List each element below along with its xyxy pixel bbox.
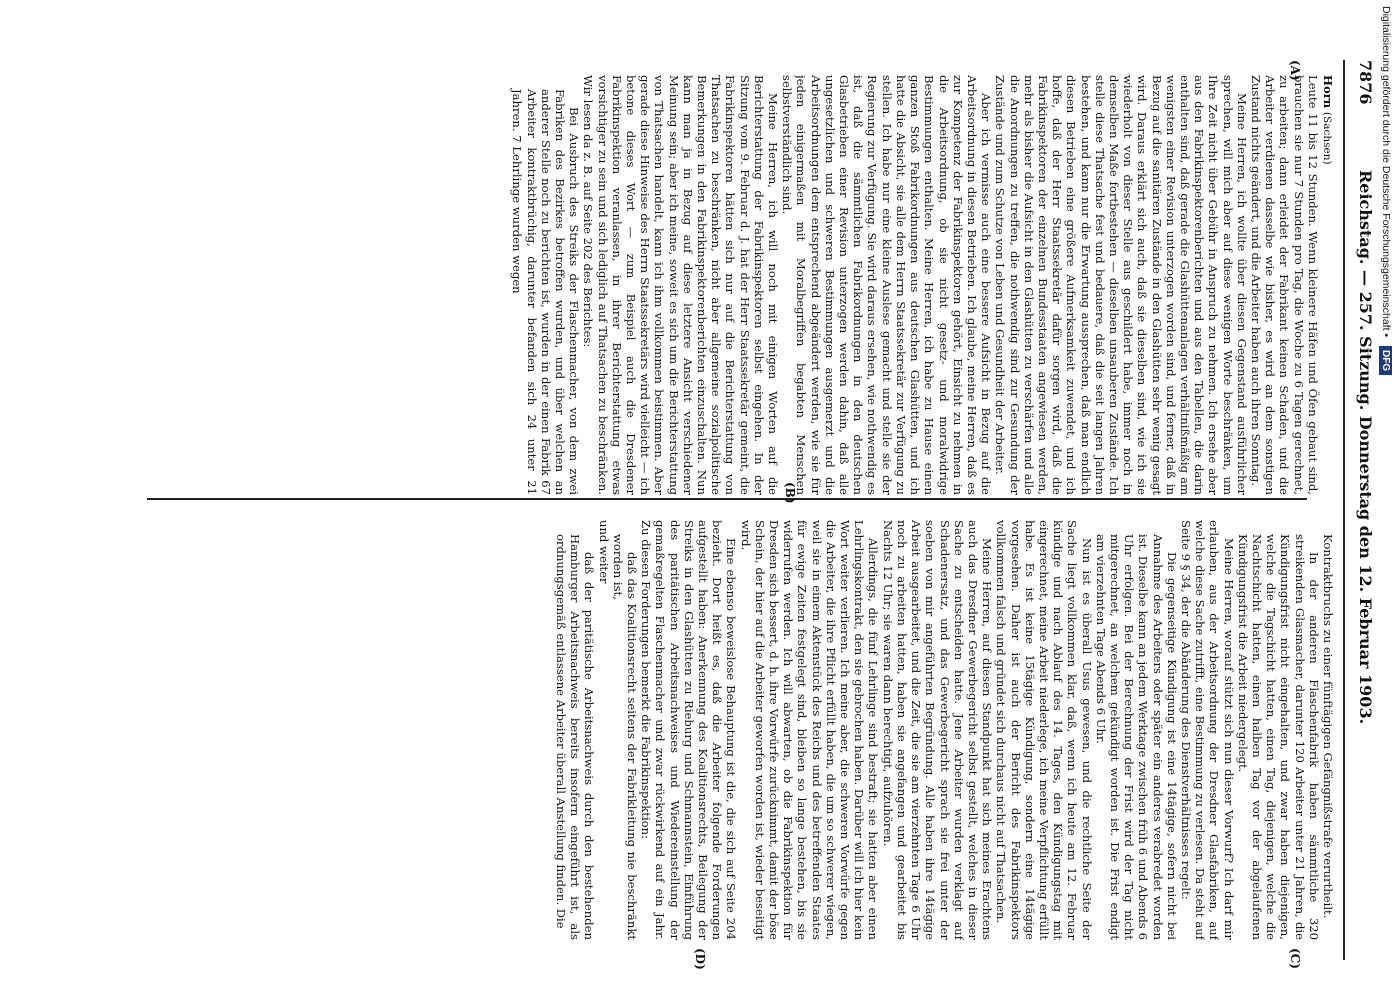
speaker-name: Horn (1321, 75, 1335, 109)
right-column (145, 520, 1335, 940)
column-divider (147, 498, 1307, 500)
page-title: Reichstag. — 257. Sitzung. Donnerstag den 12. Februar 1903. (1356, 170, 1375, 725)
paragraph: Meine Herren, ich wollte über diesen Gegenstand ausführlicher sprechen, will mich aber auf diese wenigen Worte beschränken, um Ihre Zeit nicht über Gebühr in Anspruch zu nehmen. Ich ersehe aber aus den Fabrikinspektorenberichten und aus den Tabellen, die darin enthalten sind, daß gerade die Glashüttenanlagen verhältnißmäßig am wenigsten einer Revision unterzogen worden sind, und ferner, daß in Bezug auf die sanitären Zustände in den Glashütten sehr wenig gesagt wird. Daraus erklärt sich auch, daß sie dieselben sind, wie ich sie wiederholt von dieser Stelle aus geschildert habe, immer noch in demselben Maße fortbestehen — dieselben unsauberen Zustände. Ich stelle diese Thatsache fest und bedauere, daß die seit langen Jahren bestehen, und kann nur die Erwartung aussprechen, daß man endlich diesen Betrieben eine größere Aufmerksamkeit zuwendet, und ich hoffe, daß der Herr Staatssekretär dafür sorgen wird, daß die Fabrikinspektoren der einzelnen Bundesstaaten angewiesen werden, mehr als bisher die Aufsicht in den Glashütten zu verschärfen und alle die Anordnungen zu treffen, die nothwendig sind zur Gesundung der Zustände und zum Schutze von Leben und Gesundheit der Arbeiter. (993, 75, 1249, 495)
margin-mark-b: (B) (783, 482, 797, 504)
quote-paragraph: Die gegenseitige Kündigung ist eine 14tägige, sofern nicht bei Annahme des Arbeiters oder später ein anderes verabredet worden ist. Dieselbe kann an jedem Werktage zwischen früh 6 und Abends 6 Uhr erfolgen. Bei der Berechnung der Frist wird der Tag nicht mitgerechnet, an welchem gekündigt worden ist. Die Frist endigt am vierzehnten Tage Abends 6 Uhr. (1093, 534, 1179, 940)
paragraph: Meine Herren, worauf stützt sich nun dieser Vorwurf? Ich darf mir erlauben, aus der Arbeitsordnung der Dresdner Glasfabriken, auf welche diese Sache zutrifft, eine Bestimmung zu verlesen. Da steht auf Seite 9 § 34, der die Abänderung des Dienstverhältnisses regelt: (1178, 520, 1236, 940)
paragraph: Eine ebenso beweislose Behauptung ist die, die sich auf Seite 204 bezieht. Dort heißt es, daß die Arbeiter folgende Forderungen aufgestellt haben: Anerkennung des Koalitionsrechts, Beilegung der Streiks in den Glashütten zu Rieburg und Schmannstein, Einführung des paritätischen Arbeitsnachweises und Wiedereinstellung der gemaßregelten Flaschenmacher und zwar rückwirkend auf ein Jahr. Zu diesen Forderungen bemerkt die Fabrikinspektion: (639, 520, 739, 940)
left-column (145, 75, 1335, 495)
speaker-line (1320, 75, 1335, 495)
paragraph: Nun ist es überall Usus gewesen, und die rechtliche Seite der Sache liegt vollkommen klar, daß, wenn ich heute am 12. Februar kündige und nach Ablauf des 14. Tages, den Kündigungstag mit eingerechnet, meine Arbeit niederlege, ich meine Verpflichtung erfüllt habe. Es ist keine 15tägige Kündigung, sondern eine 14tägige vorgesehen. Daher ist auch der Bericht des Fabrikinspektors vollkommen falsch und gründet sich durchaus nicht auf Thatsachen. (994, 520, 1094, 940)
digitization-credit (1364, 0, 1396, 1000)
credit-text-line (1372, 6, 1392, 986)
paragraph: Meine Herren, auf diesen Standpunkt hat sich meines Erachtens auch das Dresdner Gewerbegericht selbst gestellt, welches in dieser Sache zu entscheiden hatte. Jene Arbeiter wurden verklagt auf Schadenersatz, und das Gewerbegericht sprach sie frei unter der soeben von mir angeführten Begründung. Alle haben ihre 14tägige Arbeit ausgearbeitet, und die Zeit, die sie am vierzehnten Tage 6 Uhr noch zu arbeiten hatten, haben sie angefangen und gearbeitet bis Nachts 12 Uhr; sie waren dann berechtigt, aufzuhören. (880, 520, 995, 940)
credit-text: Digitalisierung gefördert durch die Deutsche Forschungsgemeinschaft • (1380, 6, 1392, 338)
page-number: 7876 (1356, 60, 1375, 105)
margin-mark-c: (C) (1288, 948, 1302, 969)
quote-paragraph: daß das Koalitionsrecht seitens der Fabrikleitung nie beschränkt worden ist, (610, 534, 640, 940)
speaker-suffix: (Sachsen) (1321, 111, 1333, 165)
header-rule (1343, 60, 1345, 960)
dfg-logo: DFG (1379, 346, 1392, 375)
paragraph: Allerdings, die fünf Lehrlinge sind bestraft; sie hatten aber einen Lehrlingskontrakt, den sie gebrochen haben. Darüber will ich hier kein Wort weiter verlieren. Ich meine aber, die schweren Vorwürfe gegen die Arbeiter, die ihre Pflicht erfüllt haben, die um so schwerer wiegen, weil sie in einem Aktenstück des Reichs und des betreffenden Staates für ewige Zeiten festgelegt sind, bleiben so lange bestehen, bis sie widerrufen werden. Ich will abwarten, ob die Fabrikinspektion für Dresden sich bessert, d. h. ihre Vorwürfe zurücknimmt, damit der böse Schein, der hier auf die Arbeiter geworfen worden ist, wieder beseitigt wird. (738, 520, 881, 940)
paragraph: und weiter (596, 520, 611, 584)
quote-paragraph: daß der paritätische Arbeitsnachweis durch den bestehenden Hamburger Arbeitsnachweis bereits insofern eingeführt ist, als ordnungsgemäß entlassene Arbeiter überall Anstellung finden. Die (554, 534, 597, 940)
paragraph: Meine Herren, ich will noch mit einigen Worten auf die Berichterstattung der Fabrikinspektoren selbst eingehen. In der Sitzung vom 9. Februar d. J. hat der Herr Staatssekretär gemeint, die Fabrikinspektoren hätten sich nur auf die Berichterstattung von Thatsachen zu beschränken, nicht aber allgemeine sozialpolitische Bemerkungen in den Fabrikinspektorenberichten einzuschalten. Nun kann man ja in Bezug auf diese letztere Ansicht verschiedener Meinung sein; aber ich meine, soweit es sich um die Berichterstattung von Thatsachen handelt, kann ich ihm vollkommen beistimmen. Aber gerade diese Hinweise des Herrn Staatssekretärs wird vielleicht — ich betone dieses Wort — zum Beispiel auch die Dresdener Fabrikinspektion veranlassen, in ihrer Berichterstattung etwas vorsichtiger zu sein und sich lediglich auf Thatsachen zu beschränken. Wir lesen da z. B. auf Seite 202 des Berichtes: (581, 75, 781, 495)
paragraph: Leute 11 bis 12 Stunden. Wenn kleinere Häfen und Öfen gebaut sind, brauchen sie nur 7 Stunden pro Tag, die Woche zu 6 Tagen gerechnet, zu arbeiten; dann erleidet der Fabrikant keinen Schaden, und die Arbeiter verdienen dasselbe wie bisher, es wird an dem sonstigen Zustand nichts geändert, und die Arbeiter haben auch ihren Sonntag. (1248, 75, 1320, 495)
quote-paragraph: Kontraktbruchs zu einer fünftägigen Gefängnißstrafe verurtheilt. (1321, 534, 1335, 919)
margin-mark-d: (D) (693, 948, 707, 970)
quote-paragraph: Bei Ausbruch des Streiks der Flaschenmacher, von dem zwei Fabriken des Bezirkes betroffen wurden, und über welchen an anderer Stelle noch zu berichten ist, wurden in der einen Fabrik 67 Arbeiter kontraktbrüchig, darunter befanden sich 24 unter 21 Jahren. 7 Lehrlinge wurden wegen (510, 89, 582, 495)
margin-mark-a: (A) (1288, 60, 1302, 81)
quote-paragraph: In der anderen Flaschenfabrik haben sämmtliche 320 streikenden Glasmacher, darunter 120 Arbeiter unter 21 Jahren, die Kündigungsfrist nicht eingehalten, und zwar haben diejenigen, welche die Tagschicht hatten, einen Tag, diejenigen, welche die Nachtschicht hatten, einen halben Tag vor der abgelaufenen Kündigungsfrist die Arbeit niedergelegt. (1235, 534, 1321, 940)
paragraph: Aber ich vermisse auch eine bessere Aufsicht in Bezug auf die Arbeitsordnung in diesen Betrieben. Ich glaube, meine Herren, daß es zur Kompetenz der Fabrikinspektoren gehört, Einsicht zu nehmen in die Arbeitsordnung, ob sie nicht gesetz- und moralwidrige Bestimmungen enthalten. Meine Herren, ich habe zu Hause einen ganzen Stoß Fabrikordnungen aus deutschen Glashütten, und ich hatte die Absicht, sie alle dem Herrn Staatssekretär zur Verfügung zu stellen. Ich habe nur eine kleine Auslese gemacht und stelle sie der Regierung zur Verfügung. Sie wird daraus ersehen, wie nothwendig es ist, daß die sämmtlichen Fabrikordnungen in den deutschen Glasbetrieben einer Revision unterzogen werden dahin, daß alle ungesetzlichen und schweren Bestimmungen ausgemerzt und die Arbeitsordnungen dem entsprechend abgeändert werden, wie sie für jeden einigermaßen mit Moralbegriffen begabten Menschen selbstverständlich sind. (780, 75, 994, 495)
